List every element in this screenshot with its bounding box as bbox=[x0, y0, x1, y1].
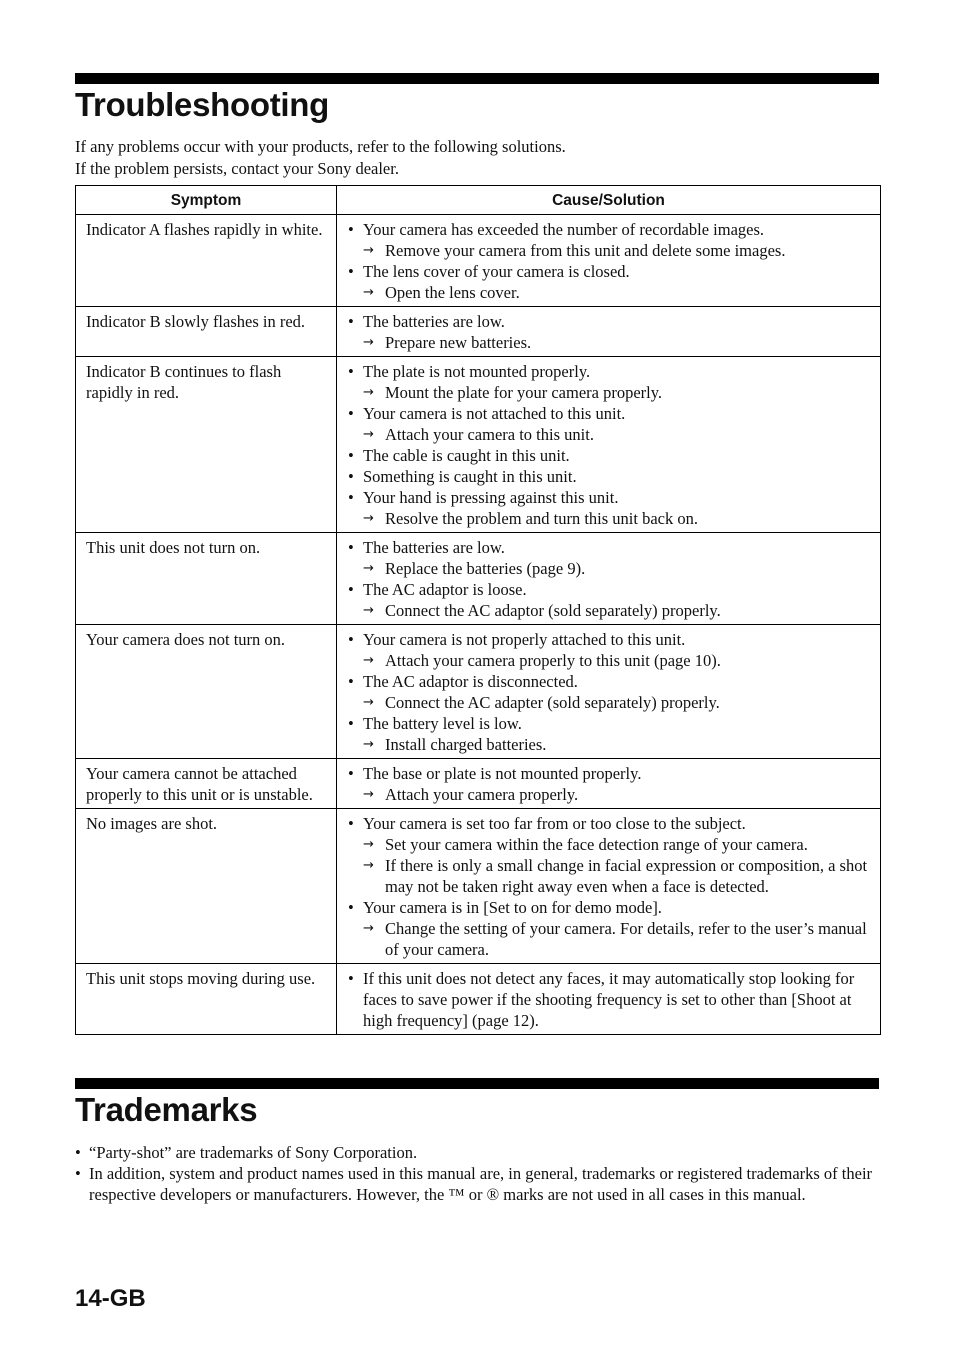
cause-solution-cell bbox=[337, 964, 881, 1035]
cause-solution-cell bbox=[337, 809, 881, 964]
cause-bullet: • Your camera is not attached to this unit. bbox=[347, 403, 872, 424]
cause-solution-cell bbox=[337, 625, 881, 759]
solution-arrow-line: → Install charged batteries. bbox=[347, 734, 872, 755]
solution-arrow-line: → Replace the batteries (page 9). bbox=[347, 558, 872, 579]
symptom-cell: Indicator A flashes rapidly in white. bbox=[76, 215, 337, 307]
cause-bullet: • The AC adaptor is loose. bbox=[347, 579, 872, 600]
table-row bbox=[76, 215, 881, 307]
cause-solution-cell bbox=[337, 215, 881, 307]
symptom-cell: This unit stops moving during use. bbox=[76, 964, 337, 1035]
cause-bullet: • If this unit does not detect any faces, it may automatically stop looking for faces to save power if the shooting frequency is set to other than [Shoot at high frequency] (page 12). bbox=[347, 968, 872, 1031]
cause-bullet: • Something is caught in this unit. bbox=[347, 466, 872, 487]
table-row bbox=[76, 533, 881, 625]
cause-bullet: • The batteries are low. bbox=[347, 311, 872, 332]
intro-line: If the problem persists, contact your Sony dealer. bbox=[75, 159, 399, 178]
solution-arrow-line: → Connect the AC adaptor (sold separately) properly. bbox=[347, 600, 872, 621]
table-header-row bbox=[76, 186, 881, 215]
troubleshooting-title: Troubleshooting bbox=[75, 86, 329, 123]
header-symptom: Symptom bbox=[76, 186, 337, 215]
table-body bbox=[76, 215, 881, 1035]
table-row bbox=[76, 964, 881, 1035]
cause-bullet: • The plate is not mounted properly. bbox=[347, 361, 872, 382]
troubleshooting-table bbox=[75, 185, 881, 1035]
solution-arrow-line: → Attach your camera properly. bbox=[347, 784, 872, 805]
header-cause-solution: Cause/Solution bbox=[337, 186, 881, 215]
trademarks-rule bbox=[75, 1078, 879, 1089]
solution-arrow-line: → Prepare new batteries. bbox=[347, 332, 872, 353]
symptom-cell: No images are shot. bbox=[76, 809, 337, 964]
cause-bullet: • Your camera is set too far from or too close to the subject. bbox=[347, 813, 872, 834]
solution-arrow-line: → Change the setting of your camera. For details, refer to the user’s manual of your camera. bbox=[347, 918, 872, 960]
cause-solution-cell bbox=[337, 533, 881, 625]
solution-arrow-line: → Mount the plate for your camera properly. bbox=[347, 382, 872, 403]
trademarks-list bbox=[75, 1142, 879, 1205]
table-row bbox=[76, 307, 881, 357]
cause-bullet: • The lens cover of your camera is closed. bbox=[347, 261, 872, 282]
cause-bullet: • Your hand is pressing against this unit. bbox=[347, 487, 872, 508]
page-number: 14-GB bbox=[75, 1285, 146, 1312]
intro-line: If any problems occur with your products, refer to the following solutions. bbox=[75, 137, 566, 156]
trademark-item: • In addition, system and product names used in this manual are, in general, trademarks or registered trademarks of their respective developers or manufacturers. However, the ™ or ® marks are not used in all cases in this manual. bbox=[75, 1163, 879, 1205]
table-row bbox=[76, 625, 881, 759]
solution-arrow-line: → If there is only a small change in facial expression or composition, a shot may not be taken right away even when a face is detected. bbox=[347, 855, 872, 897]
solution-arrow-line: → Open the lens cover. bbox=[347, 282, 872, 303]
trademark-item: • “Party-shot” are trademarks of Sony Corporation. bbox=[75, 1142, 879, 1163]
symptom-cell: Your camera does not turn on. bbox=[76, 625, 337, 759]
symptom-cell: Indicator B slowly flashes in red. bbox=[76, 307, 337, 357]
cause-bullet: • Your camera is in [Set to on for demo mode]. bbox=[347, 897, 872, 918]
trademarks-title: Trademarks bbox=[75, 1091, 258, 1128]
table-row bbox=[76, 759, 881, 809]
cause-solution-cell bbox=[337, 759, 881, 809]
cause-bullet: • Your camera has exceeded the number of recordable images. bbox=[347, 219, 872, 240]
table-row bbox=[76, 809, 881, 964]
symptom-cell: This unit does not turn on. bbox=[76, 533, 337, 625]
solution-arrow-line: → Resolve the problem and turn this unit back on. bbox=[347, 508, 872, 529]
solution-arrow-line: → Connect the AC adapter (sold separately) properly. bbox=[347, 692, 872, 713]
cause-bullet: • The AC adaptor is disconnected. bbox=[347, 671, 872, 692]
solution-arrow-line: → Attach your camera properly to this unit (page 10). bbox=[347, 650, 872, 671]
troubleshooting-rule bbox=[75, 73, 879, 84]
cause-solution-cell bbox=[337, 307, 881, 357]
cause-bullet: • Your camera is not properly attached to this unit. bbox=[347, 629, 872, 650]
solution-arrow-line: → Set your camera within the face detection range of your camera. bbox=[347, 834, 872, 855]
table-row bbox=[76, 357, 881, 533]
solution-arrow-line: → Attach your camera to this unit. bbox=[347, 424, 872, 445]
symptom-cell: Your camera cannot be attached properly to this unit or is unstable. bbox=[76, 759, 337, 809]
cause-bullet: • The battery level is low. bbox=[347, 713, 872, 734]
symptom-cell: Indicator B continues to flash rapidly in red. bbox=[76, 357, 337, 533]
cause-bullet: • The base or plate is not mounted properly. bbox=[347, 763, 872, 784]
cause-bullet: • The cable is caught in this unit. bbox=[347, 445, 872, 466]
cause-solution-cell bbox=[337, 357, 881, 533]
intro-text bbox=[75, 136, 566, 180]
cause-bullet: • The batteries are low. bbox=[347, 537, 872, 558]
solution-arrow-line: → Remove your camera from this unit and delete some images. bbox=[347, 240, 872, 261]
